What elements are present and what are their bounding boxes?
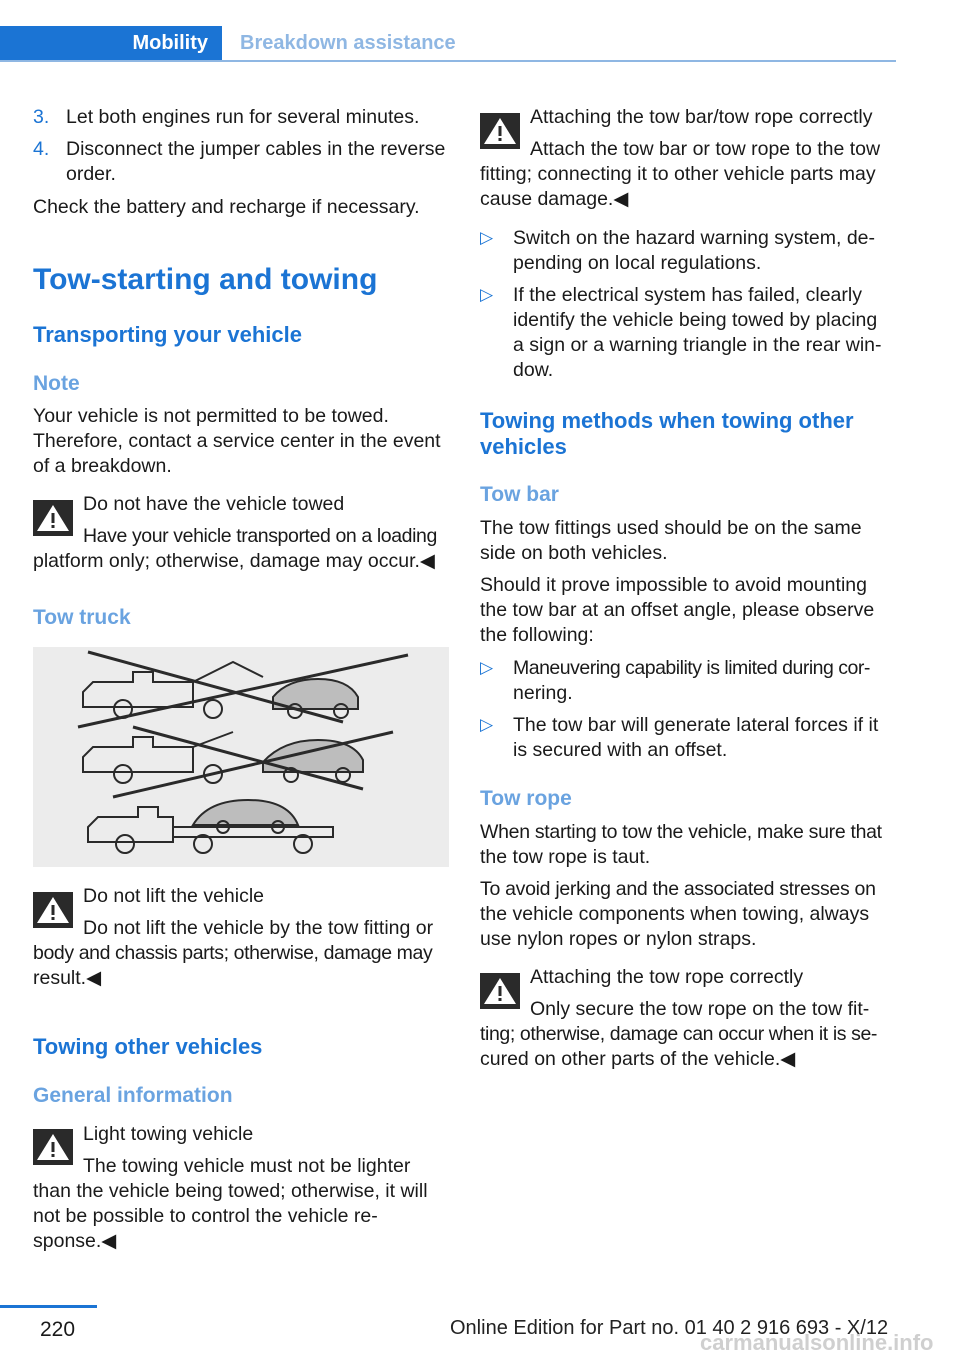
tow-bar-text: side on both vehicles. bbox=[480, 542, 668, 564]
bullet-icon: ▷ bbox=[480, 715, 494, 734]
tow-rope-text: the vehicle components when towing, always bbox=[480, 903, 870, 925]
warning-text: ting; otherwise, damage can occur when it is se- bbox=[480, 1023, 878, 1045]
tow-rope-text: To avoid jerking and the associated stresses on bbox=[480, 878, 876, 900]
tow-bar-text: Should it prove impossible to avoid mounting bbox=[480, 574, 867, 596]
warning-text: Do not lift the vehicle by the tow fitting or bbox=[83, 917, 434, 939]
heading-general-information: General information bbox=[33, 1084, 233, 1107]
tow-truck-illustration bbox=[33, 647, 449, 867]
warning-triangle-icon bbox=[33, 1129, 73, 1165]
list-item: a sign or a warning triangle in the rear win- bbox=[513, 334, 882, 356]
warning-title: Attaching the tow rope correctly bbox=[530, 966, 804, 988]
list-item: identify the vehicle being towed by placing bbox=[513, 309, 878, 331]
list-item: pending on local regulations. bbox=[513, 252, 762, 274]
heading-towing-methods-cont: vehicles bbox=[480, 434, 567, 459]
tow-bar-text: the tow bar at an offset angle, please observe bbox=[480, 599, 875, 621]
list-item: is secured with an offset. bbox=[513, 739, 728, 761]
tow-truck-image bbox=[33, 647, 449, 867]
tow-rope-text: When starting to tow the vehicle, make sure that bbox=[480, 821, 882, 843]
footer-rule bbox=[0, 1305, 97, 1308]
bullet-icon: ▷ bbox=[480, 658, 494, 677]
heading-transporting: Transporting your vehicle bbox=[33, 322, 302, 347]
warning-text: Have your vehicle transported on a loading bbox=[83, 525, 437, 547]
warning-text: not be possible to control the vehicle re- bbox=[33, 1205, 378, 1227]
tow-rope-text: the tow rope is taut. bbox=[480, 846, 651, 868]
list-item: nering. bbox=[513, 682, 573, 704]
watermark: carmanualsonline.info bbox=[700, 1330, 934, 1355]
warning-title: Attaching the tow bar/tow rope correctly bbox=[530, 106, 873, 128]
warning-text: Only secure the tow rope on the tow fit- bbox=[530, 998, 870, 1020]
heading-towing-methods: Towing methods when towing other bbox=[480, 408, 854, 433]
warning-title: Do not have the vehicle towed bbox=[83, 493, 345, 515]
warning-text: body and chassis parts; otherwise, damage may bbox=[33, 942, 433, 964]
warning-text: than the vehicle being towed; otherwise, it will bbox=[33, 1180, 428, 1202]
note-line: of a breakdown. bbox=[33, 455, 172, 477]
warning-title: Do not lift the vehicle bbox=[83, 885, 265, 907]
header-tabs bbox=[0, 0, 896, 62]
warning-text: Attach the tow bar or tow rope to the tow bbox=[530, 138, 881, 160]
warning-text: sponse.◀ bbox=[33, 1230, 117, 1252]
warning-text: The towing vehicle must not be lighter bbox=[83, 1155, 411, 1177]
heading-tow-starting: Tow-starting and towing bbox=[33, 263, 378, 296]
warning-text: result.◀ bbox=[33, 967, 102, 989]
warning-title: Light towing vehicle bbox=[83, 1123, 254, 1145]
note-line: Therefore, contact a service center in the event bbox=[33, 430, 441, 452]
note-line: Your vehicle is not permitted to be towed. bbox=[33, 405, 389, 427]
list-item: dow. bbox=[513, 359, 554, 381]
tow-bar-text: The tow fittings used should be on the same bbox=[480, 517, 862, 539]
heading-tow-bar: Tow bar bbox=[480, 483, 559, 506]
list-item: If the electrical system has failed, clearly bbox=[513, 284, 862, 306]
warning-triangle-icon bbox=[33, 892, 73, 928]
list-item: Switch on the hazard warning system, de- bbox=[513, 227, 876, 249]
warning-text: cured on other parts of the vehicle.◀ bbox=[480, 1048, 796, 1070]
warning-triangle-icon bbox=[480, 113, 520, 149]
warning-text: platform only; otherwise, damage may occur.◀ bbox=[33, 550, 435, 572]
warning-triangle-icon bbox=[33, 500, 73, 536]
warning-text: fitting; connecting it to other vehicle parts may bbox=[480, 163, 876, 185]
edition-text: Online Edition for Part no. 01 40 2 916 693 - X/12 bbox=[450, 1317, 889, 1339]
heading-note: Note bbox=[33, 372, 80, 395]
page-number: 220 bbox=[40, 1318, 76, 1341]
header-divider bbox=[0, 60, 896, 62]
tab-breakdown-assistance[interactable]: Breakdown assistance bbox=[240, 32, 456, 54]
heading-tow-truck: Tow truck bbox=[33, 606, 131, 629]
list-item: The tow bar will generate lateral forces if it bbox=[513, 714, 879, 736]
tab-mobility[interactable]: Mobility bbox=[0, 26, 222, 60]
tow-rope-text: use nylon ropes or nylon straps. bbox=[480, 928, 757, 950]
bullet-icon: ▷ bbox=[480, 228, 494, 247]
check-battery-text: Check the battery and recharge if necessary. bbox=[33, 196, 420, 218]
warning-triangle-icon bbox=[480, 973, 520, 1009]
list-item: Maneuvering capability is limited during cor- bbox=[513, 657, 870, 679]
tow-bar-text: the following: bbox=[480, 624, 594, 646]
warning-text: cause damage.◀ bbox=[480, 188, 629, 210]
bullet-icon: ▷ bbox=[480, 285, 494, 304]
heading-tow-rope: Tow rope bbox=[480, 787, 572, 810]
heading-towing-other: Towing other vehicles bbox=[33, 1034, 263, 1059]
